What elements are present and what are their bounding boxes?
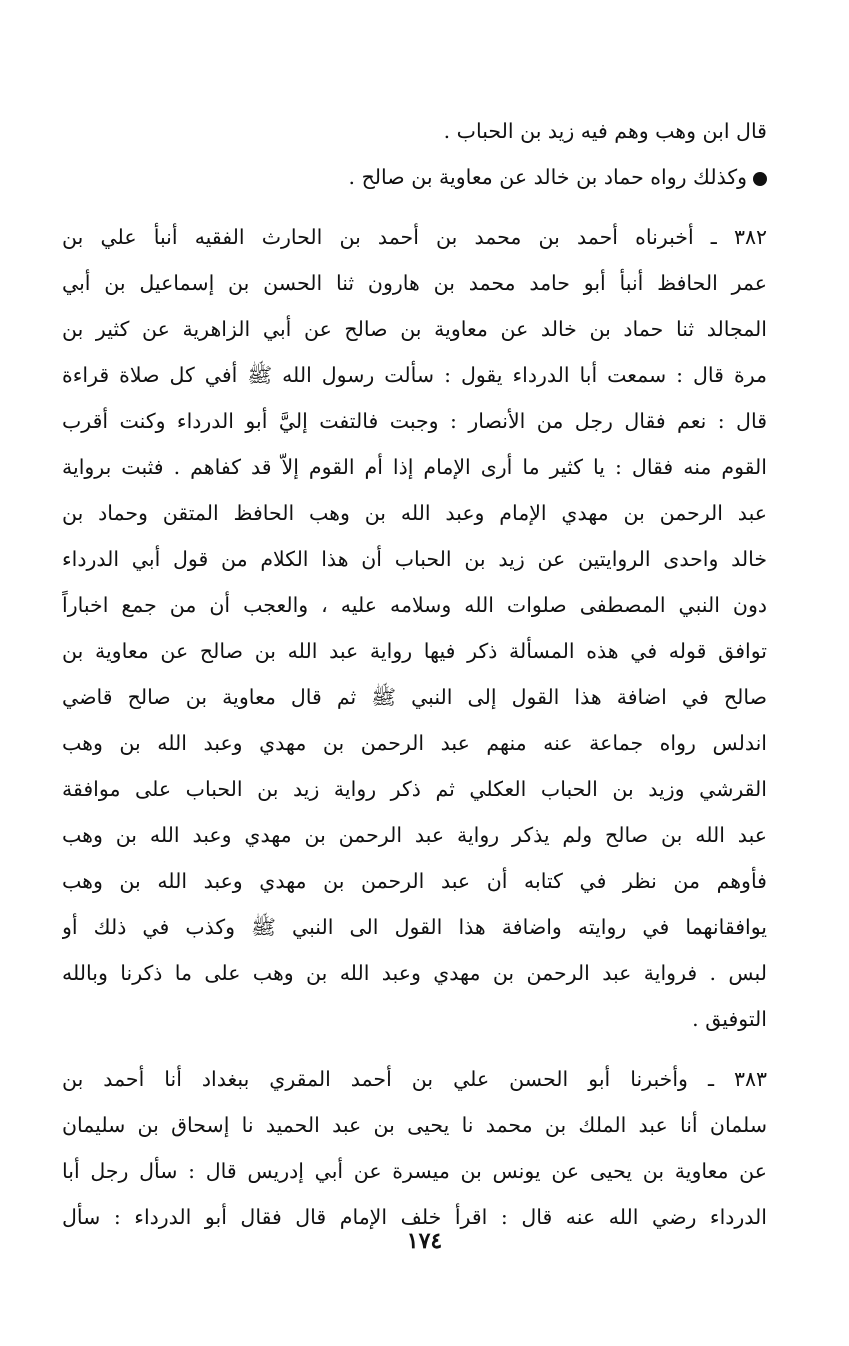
entry-382-line: عبد الرحمن بن مهدي الإمام وعبد الله بن وهب الحافظ المتقن وحماد بن [62,501,767,525]
entry-383-line: عن معاوية بن يحيى عن يونس بن ميسرة عن أبي إدريس قال : سأل رجل أبا [62,1159,767,1183]
page-number: ١٧٤ [406,1228,443,1254]
entry-382-line: القرشي وزيد بن الحباب العكلي ثم ذكر رواية زيد بن الحباب على موافقة [62,777,767,801]
entry-383-line: سلمان أنا عبد الملك بن محمد نا يحيى بن عبد الحميد نا إسحاق بن سليمان [62,1113,767,1137]
paragraph-gap [62,200,767,214]
entry-382-line: توافق قوله في هذه المسألة ذكر فيها رواية عبد الله بن صالح عن معاوية بن [62,639,767,663]
entry-382-line: القوم منه فقال : يا كثير ما أرى الإمام إذا أم القوم إلاّ قد كفاهم . فثبت برواية [62,455,767,479]
intro-line-1: قال ابن وهب وهم فيه زيد بن الحباب . [443,119,767,143]
entry-382-line: صالح في اضافة هذا القول إلى النبي ﷺ ثم قال معاوية بن صالح قاضي [62,685,767,709]
page-body [62,108,767,1240]
intro-line-2-text: وكذلك رواه حماد بن خالد عن معاوية بن صالح . [348,165,747,189]
intro-line-2 [62,154,767,200]
entry-382-line: عمر الحافظ أنبأ أبو حامد محمد بن هارون ثنا الحسن بن إسماعيل بن أبي [62,271,767,295]
entry-382 [62,214,767,1042]
entry-382-line: عبد الله بن صالح ولم يذكر رواية عبد الرحمن بن مهدي وعبد الله بن وهب [62,823,767,847]
entry-383-line: ٣٨٣ ـ وأخبرنا أبو الحسن علي بن أحمد المقري ببغداد أنا أحمد بن [62,1067,767,1091]
entry-382-line: يوافقانهما في روايته واضافة هذا القول الى النبي ﷺ وكذب في ذلك أو [62,915,767,939]
bullet-icon [753,172,767,186]
paragraph-gap [62,1042,767,1056]
entry-382-line: خالد واحدى الروايتين عن زيد بن الحباب أن هذا الكلام من قول أبي الدرداء [62,547,767,571]
entry-382-line: دون النبي المصطفى صلوات الله وسلامه عليه ، والعجب أن من جمع اخباراً [62,593,767,617]
entry-382-line: المجالد ثنا حماد بن خالد عن معاوية بن صالح عن أبي الزاهرية عن كثير بن [62,317,767,341]
entry-382-line: لبس . فرواية عبد الرحمن بن مهدي وعبد الله بن وهب على ما ذكرنا وبالله [62,961,767,985]
entry-382-line: التوفيق . [692,1007,767,1031]
entry-382-line: ٣٨٢ ـ أخبرناه أحمد بن محمد بن أحمد بن الحارث الفقيه أنبأ علي بن [62,225,767,249]
entry-382-line: فأوهم من نظر في كتابه أن عبد الرحمن بن مهدي وعبد الله بن وهب [62,869,767,893]
entry-382-line: مرة قال : سمعت أبا الدرداء يقول : سألت رسول الله ﷺ أفي كل صلاة قراءة [62,363,767,387]
entry-382-line: قال : نعم فقال رجل من الأنصار : وجبت فالتفت إليَّ أبو الدرداء وكنت أقرب [62,409,767,433]
entry-382-line: اندلس رواه جماعة عنه منهم عبد الرحمن بن مهدي وعبد الله بن وهب [62,731,767,755]
entry-383-line: الدرداء رضي الله عنه قال : اقرأ خلف الإمام قال فقال أبو الدرداء : سأل [62,1205,767,1229]
entry-383 [62,1056,767,1240]
